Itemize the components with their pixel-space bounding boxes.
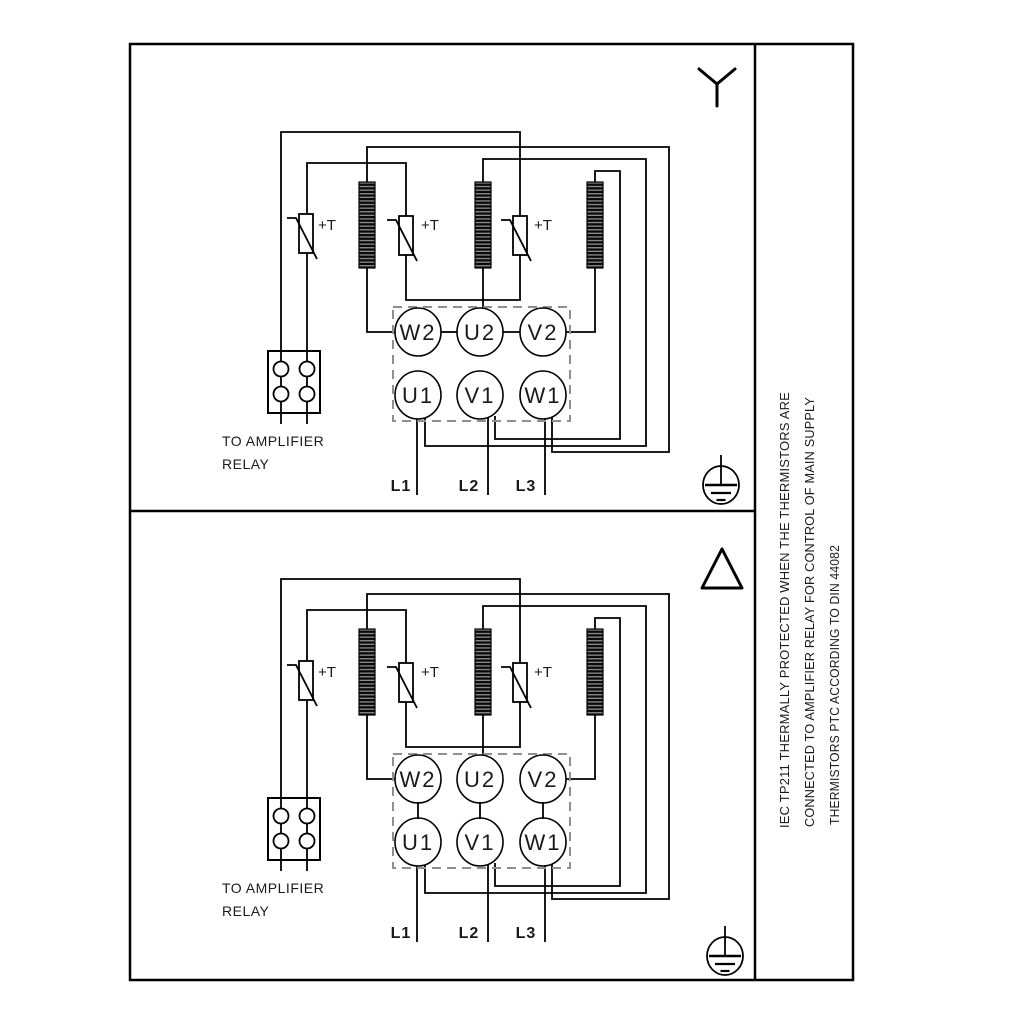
side-note [777,386,842,828]
side-note-line2: CONNECTED TO AMPLIFIER RELAY FOR CONTROL OF MAIN SUPPLY [802,386,817,827]
panel-delta-connection [222,549,743,975]
panel-star-connection [222,69,739,504]
star-connection-icon [699,69,735,106]
side-note-line1: IEC TP211 THERMALLY PROTECTED WHEN THE THERMISTORS ARE [777,390,792,828]
side-note-line3: THERMISTORS PTC ACCORDING TO DIN 44082 [827,524,842,825]
delta-connection-icon [702,549,742,588]
